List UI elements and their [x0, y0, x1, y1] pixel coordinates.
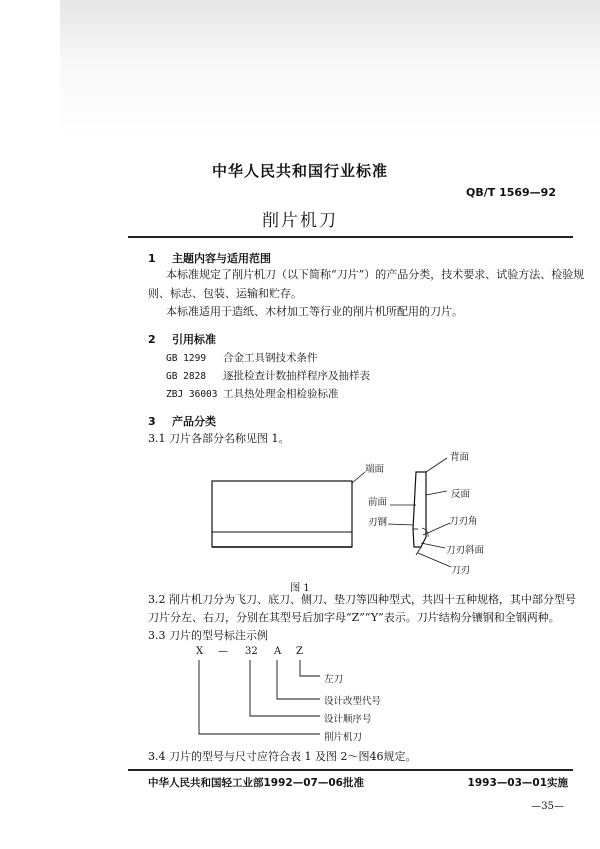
end-face-leader — [352, 472, 365, 483]
edge-bevel-leader — [421, 543, 445, 548]
clause-3-4: 3.4 刀片的型号与尺寸应符合表 1 及图 2～图46规定。 — [148, 750, 417, 763]
front-face-label: 前面 — [368, 497, 388, 508]
title-divider — [128, 236, 573, 238]
end-face-label: 端面 — [365, 464, 385, 475]
section-1-para-2: 本标准适用于造纸、木材加工等行业的削片机所配用的刀片。 — [166, 305, 463, 318]
section-1-heading: 1 主题内容与适用范围 — [148, 252, 271, 265]
edge-angle-arc — [422, 528, 428, 537]
model-leader-lines — [190, 658, 330, 740]
blade-steel-label: 刃钢 — [368, 517, 388, 528]
edge-label: 刀刃 — [451, 565, 471, 576]
section-1-para-1-line-1: 本标准规定了削片机刀（以下简称“刀片”）的产品分类，技术要求、试验方法、检验规 — [166, 268, 585, 281]
model-part-a: A — [274, 646, 282, 657]
edge-angle-leader — [423, 523, 450, 535]
clause-3-2-line-2: 刀片分左、右刀，分别在其型号后加字母“Z”“Y”表示。刀片结构分镶钢和全钢两种。 — [148, 611, 560, 624]
blade-side-profile — [413, 472, 426, 547]
clause-3-3: 3.3 刀片的型号标注示例 — [148, 629, 268, 642]
blade-steel-leader — [388, 524, 413, 525]
edge-bevel-label: 刀刃斜面 — [446, 545, 485, 556]
clause-3-1: 3.1 刀片各部分名称见图 1。 — [148, 432, 290, 445]
standard-code: QB/T 1569—92 — [465, 186, 556, 199]
section-3-heading: 3 产品分类 — [148, 415, 216, 428]
reference-item: GB 1299 合金工具钢技术条件 — [166, 352, 318, 364]
model-left-blade-label: 左刀 — [324, 674, 344, 685]
approval-statement: 中华人民共和国轻工业部1992—07—06批准 — [148, 777, 364, 789]
back-face-label: 背面 — [450, 452, 470, 463]
reverse-face-leader — [426, 491, 447, 495]
left-blade-leader — [300, 660, 320, 676]
footer-divider — [128, 769, 573, 771]
model-part-dash: — — [218, 646, 228, 657]
reference-item: GB 2828 逐批检查计数抽样程序及抽样表 — [166, 370, 370, 382]
back-face-leader — [426, 458, 447, 472]
model-seq-no-label: 设计顺序号 — [324, 714, 372, 725]
effective-date: 1993—03—01实施 — [467, 777, 568, 789]
design-code-leader — [277, 660, 320, 699]
model-part-z: Z — [296, 646, 303, 657]
seq-leader — [250, 660, 320, 716]
section-2-heading: 2 引用标准 — [148, 333, 216, 346]
model-design-code-label: 设计改型代号 — [324, 696, 382, 707]
model-part-number: 32 — [245, 646, 258, 657]
edge-angle-label: 刀刃角 — [449, 516, 478, 527]
industry-standard-heading: 中华人民共和国行业标准 — [211, 162, 388, 180]
document-title: 削片机刀 — [262, 211, 338, 231]
reverse-face-label: 反面 — [451, 489, 471, 500]
figure-caption: 图 1 — [290, 583, 310, 594]
blade-face-rect — [212, 481, 352, 547]
page-number: —35— — [531, 801, 564, 812]
reference-item: ZBJ 36003 工具热处理金相检验标准 — [166, 388, 339, 400]
scan-shadow — [60, 0, 600, 140]
clause-3-2-line-1: 3.2 削片机刀分为飞刀、底刀、侧刀、垫刀等四种型式，共四十五种规格，其中部分型号 — [148, 593, 576, 606]
model-part-x: X — [196, 646, 204, 657]
section-1-para-1-line-2: 则、标志、包装、运输和贮存。 — [148, 287, 302, 300]
name-leader — [199, 660, 320, 734]
model-name-label: 削片机刀 — [324, 732, 363, 743]
